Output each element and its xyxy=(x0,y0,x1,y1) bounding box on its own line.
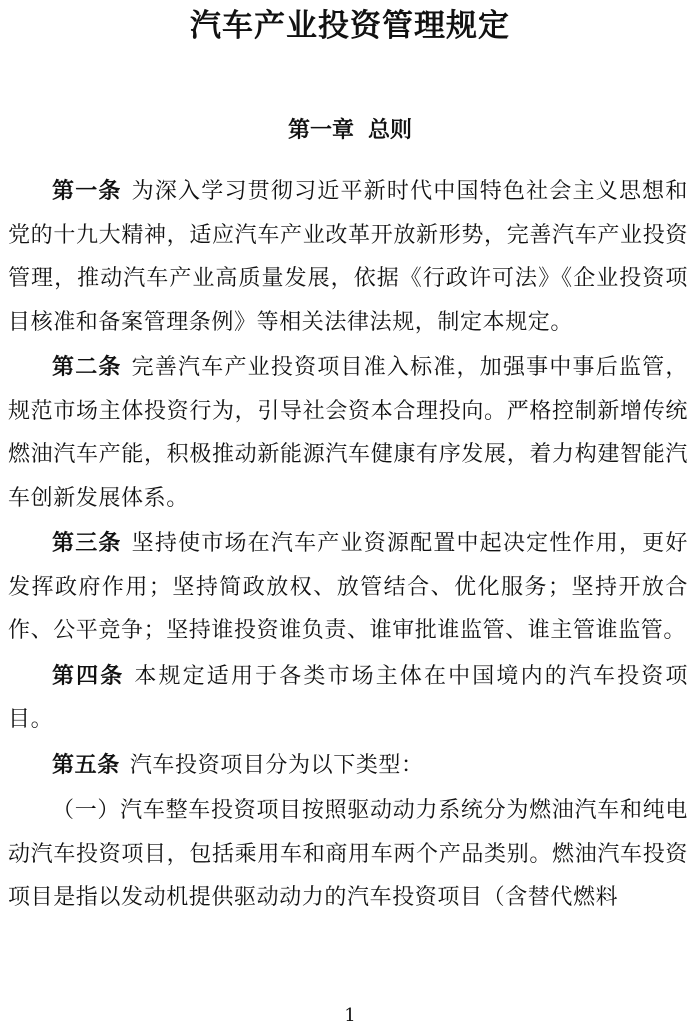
chapter-number: 第一章 xyxy=(287,118,354,143)
article-label: 第四条 xyxy=(52,663,125,689)
article-text: 坚持使市场在汽车产业资源配置中起决定性作用，更好发挥政府作用；坚持简政放权、放管结合、优化服务；坚持开放合作、公平竞争；坚持谁投资谁负责、谁审批谁监管、谁主管谁监管。 xyxy=(8,531,688,643)
article-text: 为深入学习贯彻习近平新时代中国特色社会主义思想和党的十九大精神，适应汽车产业改革开放新形势，完善汽车产业投资管理，推动汽车产业高质量发展，依据《行政许可法》《企业投资项目核准和备案管理条例》等相关法律法规，制定本规定。 xyxy=(8,179,688,335)
chapter-name: 总则 xyxy=(368,118,413,143)
article-label: 第三条 xyxy=(52,531,122,556)
article-3 xyxy=(8,522,688,653)
page-number: 1 xyxy=(344,1005,356,1026)
article-text: 完善汽车产业投资项目准入标准，加强事中事后监管，规范市场主体投资行为，引导社会资本合理投向。严格控制新增传统燃油汽车产能，积极推动新能源汽车健康有序发展，着力构建智能汽车创新发展体系。 xyxy=(8,355,688,511)
article-1 xyxy=(8,170,688,344)
article-text: 本规定适用于各类市场主体在中国境内的汽车投资项目。 xyxy=(8,663,688,732)
article-label: 第二条 xyxy=(52,355,122,380)
sub-item-1: （一）汽车整车投资项目按照驱动动力系统分为燃油汽车和纯电动汽车投资项目，包括乘用车和商用车两个产品类别。燃油汽车投资项目是指以发动机提供驱动动力的汽车投资项目（含替代燃料 xyxy=(8,798,688,910)
article-4 xyxy=(8,655,688,742)
article-label: 第一条 xyxy=(52,179,122,204)
article-2 xyxy=(8,346,688,520)
chapter-heading xyxy=(0,114,700,148)
article-text: 汽车投资项目分为以下类型： xyxy=(129,752,424,778)
article-5 xyxy=(8,744,688,788)
document-title: 汽车产业投资管理规定 xyxy=(190,8,510,44)
document-body xyxy=(8,170,688,922)
article-label: 第五条 xyxy=(52,752,120,778)
